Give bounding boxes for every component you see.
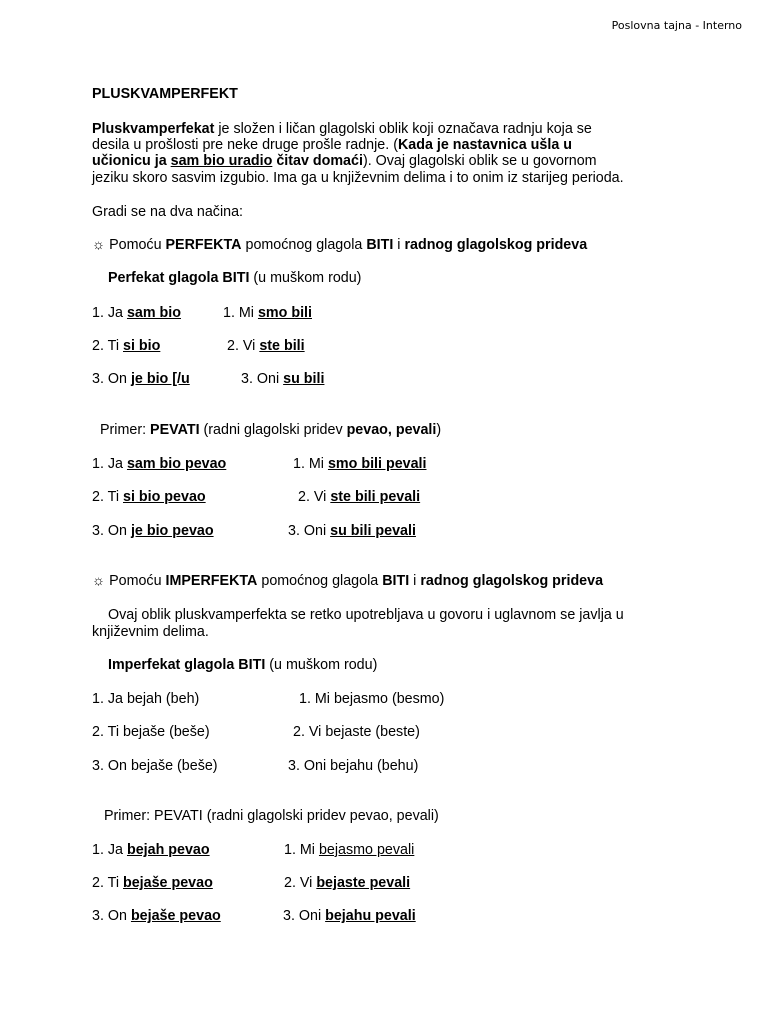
pronoun: 1. Mi xyxy=(284,842,319,858)
primer2-row-1-left xyxy=(92,842,210,859)
intro-example: Kada je nastavnica ušla u xyxy=(397,137,572,153)
title-text: PLUSKVAMPERFEKT xyxy=(92,86,238,102)
verb-form: je bio [/u xyxy=(130,371,190,387)
verb-form: su bili xyxy=(283,371,325,387)
primer2-row-2-left xyxy=(92,875,213,892)
primer1-row-3-right xyxy=(288,523,416,540)
primer2-row-3-right xyxy=(283,908,416,925)
imperf-row-2-right: 2. Vi bejaste (beste) xyxy=(293,724,420,740)
pronoun: 1. Ja xyxy=(92,456,127,472)
intro-line-4: jeziku skoro sasvim izgubio. Ima ga u književnim delima i to onim iz starijeg perioda. xyxy=(92,170,624,186)
pronoun: 3. Oni xyxy=(288,523,331,539)
verb-form: sam bio pevao xyxy=(126,456,227,472)
verb-form: su bili pevali xyxy=(330,523,416,539)
perf-row-2-left xyxy=(92,338,160,355)
document-header: Poslovna tajna - Interno xyxy=(611,19,742,32)
heading-bold: Perfekat glagola BITI xyxy=(108,270,250,286)
section-perfekta xyxy=(92,237,587,254)
verb-form: ste bili pevali xyxy=(330,489,421,505)
verb-form: bejaše pevao xyxy=(130,908,221,924)
section-keyword: PERFEKTA xyxy=(165,237,242,253)
pronoun: 3. Oni xyxy=(241,371,284,387)
primer-keyword: pevao, pevali xyxy=(346,422,437,438)
imperf-row-1-left: 1. Ja bejah (beh) xyxy=(92,691,200,707)
pronoun: 3. Oni xyxy=(283,908,326,924)
imperfekat-heading xyxy=(108,657,377,674)
verb-form: bejaše pevao xyxy=(123,875,213,891)
sun-icon: ☼ xyxy=(92,573,106,589)
section-text: Pomoću xyxy=(105,573,166,589)
verb-form: si bio pevao xyxy=(123,489,206,505)
verb-form: bejah pevao xyxy=(126,842,210,858)
imperf-row-3-left: 3. On bejaše (beše) xyxy=(92,758,218,774)
pronoun: 1. Mi xyxy=(223,305,258,321)
section-text: i xyxy=(393,237,405,253)
intro-line-2 xyxy=(92,137,572,154)
pronoun: 2. Ti xyxy=(92,338,123,354)
section-text: Pomoću xyxy=(105,237,166,253)
primer2-row-3-left xyxy=(92,908,221,925)
primer1-row-3-left xyxy=(92,523,214,540)
section-imperfekta xyxy=(92,573,603,590)
gradi-text: Gradi se na dva načina: xyxy=(92,204,244,220)
sun-icon: ☼ xyxy=(92,237,106,253)
intro-example-underlined: sam bio uradio xyxy=(170,153,273,169)
perf-row-2-right xyxy=(227,338,305,355)
intro-line-1 xyxy=(92,121,592,138)
imperf-row-3-right: 3. Oni bejahu (behu) xyxy=(288,758,419,774)
intro-line-3 xyxy=(92,153,597,170)
intro-text: je složen i ličan glagolski oblik koji označava radnju koja se xyxy=(214,121,592,137)
perfekat-heading xyxy=(108,270,361,287)
verb-form: si bio xyxy=(123,338,161,354)
section-keyword: BITI xyxy=(382,573,410,589)
primer-1 xyxy=(100,422,441,439)
pronoun: 2. Vi xyxy=(227,338,260,354)
heading-bold: Imperfekat glagola BITI xyxy=(108,657,266,673)
primer-text: (radni glagolski pridev xyxy=(199,422,347,438)
intro-text: desila u prošlosti pre neke druge prošle radnje. ( xyxy=(92,137,398,153)
pronoun: 3. On xyxy=(92,523,131,539)
page-title xyxy=(92,86,238,103)
verb-form: ste bili xyxy=(259,338,305,354)
heading-text: (u muškom rodu) xyxy=(249,270,362,286)
intro-text: ). Ovaj glagolski oblik se u govornom xyxy=(362,153,597,169)
pronoun: 3. On xyxy=(92,371,131,387)
primer1-row-2-left xyxy=(92,489,206,506)
perf-row-1-right xyxy=(223,305,312,322)
primer2-row-1-right xyxy=(284,842,414,859)
section-text: pomoćnog glagola xyxy=(241,237,367,253)
primer-2: Primer: PEVATI (radni glagolski pridev pevao, pevali) xyxy=(104,808,439,824)
verb-form: smo bili pevali xyxy=(327,456,427,472)
section-keyword: radnog glagolskog prideva xyxy=(404,237,588,253)
ovaj-line-1: Ovaj oblik pluskvamperfekta se retko upotrebljava u govoru i uglavnom se javlja u xyxy=(108,607,624,623)
heading-text: (u muškom rodu) xyxy=(265,657,378,673)
primer1-row-2-right xyxy=(298,489,420,506)
verb-form: sam bio xyxy=(126,305,181,321)
verb-form: bejaste pevali xyxy=(316,875,411,891)
section-text: i xyxy=(409,573,421,589)
section-text: pomoćnog glagola xyxy=(257,573,383,589)
primer-text: Primer: xyxy=(100,422,151,438)
perf-row-1-left xyxy=(92,305,181,322)
pronoun: 1. Ja xyxy=(92,842,127,858)
perf-row-3-right xyxy=(241,371,324,388)
primer-keyword: PEVATI xyxy=(150,422,200,438)
verb-form: smo bili xyxy=(257,305,312,321)
verb-form: bejahu pevali xyxy=(325,908,416,924)
pronoun: 3. On xyxy=(92,908,131,924)
intro-example: učionicu ja xyxy=(92,153,171,169)
pronoun: 2. Vi xyxy=(298,489,331,505)
verb-form: je bio pevao xyxy=(130,523,214,539)
perf-row-3-left xyxy=(92,371,190,388)
pronoun: 1. Mi xyxy=(293,456,328,472)
pronoun: 1. Ja xyxy=(92,305,127,321)
pronoun: 2. Ti xyxy=(92,875,123,891)
verb-form: bejasmo pevali xyxy=(318,842,415,858)
ovaj-line-2: književnim delima. xyxy=(92,624,209,640)
intro-term: Pluskvamperfekat xyxy=(92,121,215,137)
primer1-row-1-right xyxy=(293,456,427,473)
imperf-row-2-left: 2. Ti bejaše (beše) xyxy=(92,724,210,740)
primer1-row-1-left xyxy=(92,456,226,473)
intro-example: čitav domaći xyxy=(272,153,363,169)
pronoun: 2. Vi xyxy=(284,875,317,891)
section-keyword: radnog glagolskog prideva xyxy=(420,573,604,589)
pronoun: 2. Ti xyxy=(92,489,123,505)
section-keyword: BITI xyxy=(366,237,394,253)
imperf-row-1-right: 1. Mi bejasmo (besmo) xyxy=(299,691,445,707)
primer-text: ) xyxy=(436,422,442,438)
primer2-row-2-right xyxy=(284,875,410,892)
section-keyword: IMPERFEKTA xyxy=(165,573,258,589)
